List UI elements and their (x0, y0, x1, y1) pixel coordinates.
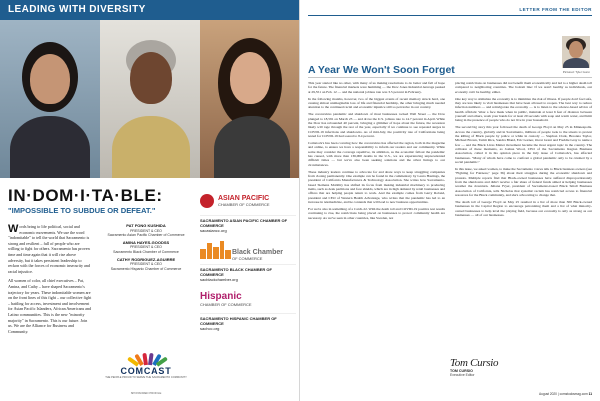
credit-title: PRESIDENT & CEO (130, 228, 162, 233)
paragraph: These industry leaders continue to advocate for and share ways to keep struggling companies from closing permanently. One example can be found in the commentary by Laura Hastings, the president of California Manufacturers & Technology Association. She writes how Sacramento-based Siemens Mobility has shifted its focus from making industrial machinery to producing items, such as desk partitions and face shields, which are in high demand by retail businesses and offices that are helping people return to work. And the example comes from Garry Roland, president and CEO of Western Health Advantage, who writes that the pandemic has led to an increase in telemedicine, and he contends that will lead to new business opportunities. (308, 169, 445, 204)
logo-caption: SACRAMENTO HISPANIC CHAMBER OF COMMERCE (200, 316, 277, 326)
portrait-pat (0, 20, 100, 178)
paragraph: One key way to stimulate the economy is to minimize the risk of illness. If people don't feel safe, they are less likely to visit businesses that have been allowed to reopen. The best way to reduce infection numbers — and reinvigorate the economy — is to listen to the science-based advice of health officials: Wear a face mask when in public, maintain at least 6 feet of distance between yourself and others, wash your hands for at least 20 seconds with soap and warm water, and limit being in the presence of people who do not live in your household. (455, 96, 592, 123)
portrait-amina (100, 20, 200, 178)
headline-rule (308, 77, 592, 78)
credit-org: Sacramento Hispanic Chamber of Commerce (110, 266, 182, 271)
page-number: 11 (588, 392, 592, 396)
portrait-row (0, 20, 300, 178)
black-chamber-logo (200, 239, 296, 282)
logo-wordmark: Black Chamber (232, 249, 283, 256)
definition-tagline: "IMPOSSIBLE TO SUBDUE OR DEFEAT." (8, 206, 156, 215)
logo-url: sachcc.org (200, 326, 220, 331)
logo-subtitle: CHAMBER OF COMMERCE (200, 302, 252, 307)
asian-pacific-emblem-icon (200, 194, 214, 208)
intro-paragraph: All women of color, all chief executives – Pat, Amina, and Cathy – have shaped Sacramento's trajectory for years. These indomitable women are on the front lines of this fight – our collective fight – battling for access, investment and involvement for Asian Pacific Islanders, African Americans and Latino communities. This is the new "minority majority" in Sacramento. This is our future. Join us. We are the Alliance for Business and Community. (8, 278, 92, 334)
article-body (308, 81, 592, 351)
logo-caption: SACRAMENTO BLACK CHAMBER OF COMMERCE (200, 267, 272, 277)
editor-name: TOM CURSIO (450, 369, 473, 373)
chamber-logos (200, 190, 296, 337)
credit-org: Sacramento Asian Pacific Chamber of Commerce (107, 233, 185, 238)
photo-caption: Pictured: Tyler Gunn (562, 70, 590, 74)
sponsored-label: SPONSORED PROFILE (130, 391, 162, 395)
column-left (308, 81, 445, 351)
drop-cap: W (8, 223, 19, 235)
editor-signoff (450, 357, 498, 377)
asian-pacific-chamber-logo (200, 190, 296, 233)
portrait-cathy (200, 20, 300, 178)
executive-credits (96, 224, 196, 274)
intro-body (8, 224, 92, 338)
top-rule (308, 15, 592, 16)
right-page (300, 0, 600, 401)
logo-subtitle: CHAMBER OF COMMERCE (218, 202, 270, 207)
editor-title: Executive Editor (450, 373, 475, 377)
hispanic-chamber-logo (200, 288, 296, 331)
paragraph: In the following months, however, two of the biggest events of recent memory struck hard, one causing almost unimaginable loss of life and financial hardship, the other bringing much needed attention to the continued racial and economic injustice still so pervasive in our country. (308, 96, 445, 110)
paragraph: For we're also in something of a Catch-22. With the death toll and COVID-19 positive test results continuing to rise, the restrictions being placed on businesses to protect community health are necessary. As we've seen in other countries, like Sweden, not (308, 206, 445, 220)
footer-site: comstocksmag.com (559, 392, 588, 396)
column-right (455, 81, 592, 351)
paragraph: placing restrictions on businesses did not benefit them economically and led to a higher death toll compared to neighboring countries. The bottom line: If we aren't healthy as individuals, our economy can't be healthy, either. (455, 81, 592, 94)
footer-issue: August 2020 (539, 392, 557, 396)
credit-title: PRESIDENT & CEO (130, 262, 162, 267)
intro-paragraph: Words bring to life political, social and economic movements. We use the word "indomitable" to tell the world that Sacramento is strong and resilient – full of people who are willing to fight for others. Sacramento has proven time and time again that it will rise above adversity, but it takes persistent leadership to reckon with the forces of economic insecurity and racial injustice. (8, 223, 90, 274)
logo-url: sacblackchamber.org (200, 277, 238, 282)
paragraph: In this issue, we asked women, to make the Sacramento voices talk to Black business owners (see "Fighting for Fairness," page 36) about their struggles during the economic shutdown and protests. Multiple reports find that Black-owned businesses have suffered disproportionately from the shutdowns and didn't receive a fair share of federal funds aimed at helping businesses weather the downturn. Juliana Fryer, president of Sacramento-based Black Small Business Association of California, tells Nicholas that systemic racism has restricted access to financial resources for the Black community, and she's advocating to change that. (455, 166, 592, 198)
section-banner (0, 0, 300, 20)
logo-subtitle: OF COMMERCE (232, 256, 263, 261)
sponsor-logo (98, 352, 194, 379)
paragraph: This year started like no other, with many of us making resolutions to do better and full of hope for the future. The financial markets were humming — the Dow Jones Industrial Average peaked at 29,551 on Feb. 12 — and the national jobless rate was 3.5 percent in February. (308, 81, 445, 94)
credit-name: AMINA HAYES-GOODSS (122, 239, 170, 245)
editor-photo (562, 36, 590, 68)
paragraph: Comstock's has been covering how the coronavirus has affected the region, both in the magazine and online, to ensure we have a responsibility to inform our readers and our community. While some may consider the coverage repetitive, its ambition, as the economic fallout the pandemic has caused, with more than 136,000 deaths in the U.S., we are experiencing unprecedented difficult times — but we've also been seeking solutions and the silver linings to our circumstances. (308, 140, 445, 167)
section-title: LEADING WITH DIVERSITY (8, 4, 146, 15)
section-label: LETTER FROM THE EDITOR (519, 7, 592, 12)
logo-url: sacasiancc.org (200, 228, 227, 233)
paragraph: The death toll of George Floyd on May 25 resulted in a list of more than 300 Black-owned businesses in the Capitol Region to encourage patronizing them and a list of what minority-owned businesses to help level the playing field, because our economy is only as strong as our businesses — all of our businesses. (455, 199, 592, 217)
credit-title: PRESIDENT & CEO (130, 245, 162, 250)
logo-wordmark: ASIAN PACIFIC (218, 195, 270, 202)
signature: Tom Cursio (450, 357, 499, 369)
peacock-icon (133, 352, 159, 365)
credit-name: CATHY RODRIGUEZ-AGUIRRE (116, 256, 176, 262)
page-footer: August 2020 | comstocksmag.com 11 (539, 392, 592, 396)
logo-caption: SACRAMENTO ASIAN PACIFIC CHAMBER OF COMMERCE (200, 218, 288, 228)
article-headline: A Year We Won't Soon Forget (308, 64, 455, 76)
headword: IN·DOM·I·TA·BLE: (8, 186, 163, 205)
logo-wordmark: Hispanic (200, 291, 242, 302)
credit-name: PAT FONG KUSHIDA (126, 223, 166, 228)
paragraph: The coronavirus pandemic and shutdown of most businesses rocked Wall Street — the Dow plunged to 18,591 on March 23 — and drove the U.S. jobless rate to 14.7 percent in April. While the Dow has rebounded 40 percent, bringing a glimmer of hope about the future, the recession likely will rage through the rest of the year, especially if we continue to see repeated surges in COVID-19 infections and shutdowns. As of mid-July, the positivity rate of Californians being tested for COVID-19 had soared to 8.4 percent. (308, 112, 445, 138)
credit-org: Sacramento Black Chamber of Commerce (113, 249, 179, 254)
paragraph: The second big story this year followed the death of George Floyd on May 25 in Minneapolis. Across the country, globally and in Sacramento, millions of people took to the streets to protest the killing of Black people by police or while in custody — Stephon Clark, Breonna Taylor, Michael Brown, Tamir Rice, Sandra Bland, Eric Garner, Oscar Grant and Freddie Gray to name a few — and the Black Lives Matter movement became the most urgent topic in the country. The collision of these moments, as Joshua Wood, CEO of the Sacramento Region Business Association, called it in his opinion piece in the July issue of Comstock's, has affected businesses. "Many of whom have come to confront a global pandemic only to be crushed by a social pandemic." (455, 125, 592, 165)
sponsor-tagline: THE PEOPLE PROUD TO SERVE THE SACRAMENTO COMMUNITY (105, 376, 187, 379)
sponsor-name: COMCAST (120, 366, 172, 376)
